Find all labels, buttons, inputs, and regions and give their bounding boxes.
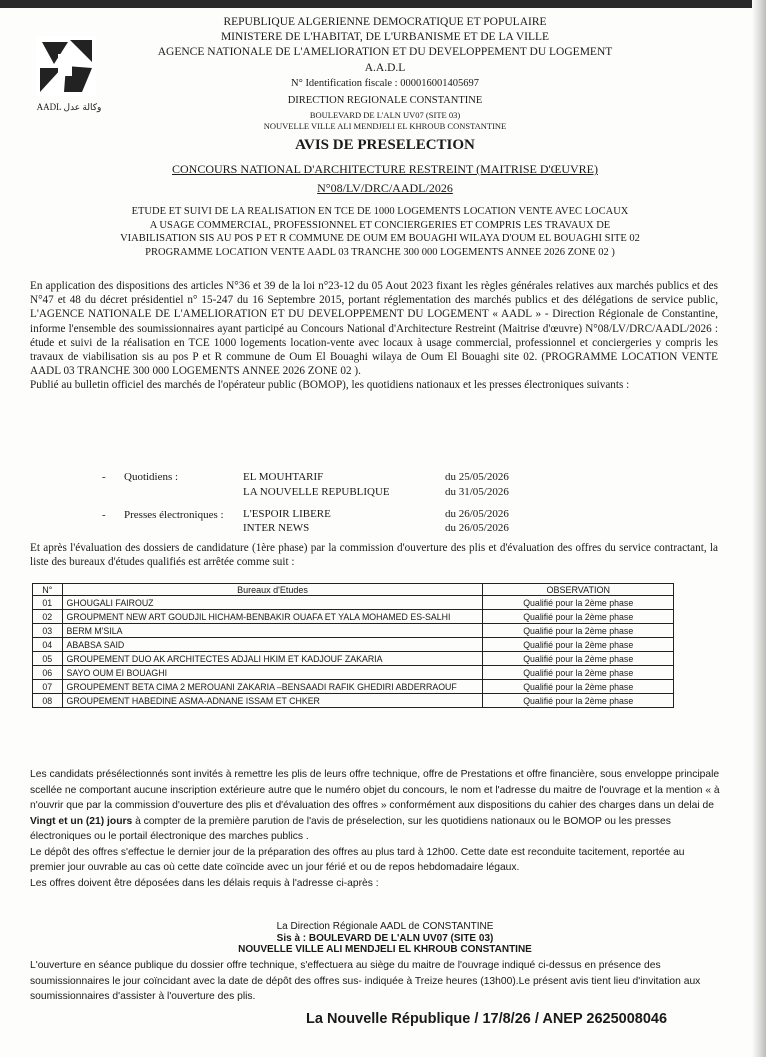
address-line: NOUVELLE VILLE ALI MENDJELI EL KHROUB CONSTANTINE — [238, 944, 532, 955]
evaluation-paragraph: Et après l'évaluation des dossiers de candidature (1ère phase) par la commission d'ouverture des plis et d'évaluation des offres du service contractant, la liste des bureaux d'études qualifiés est arrêtée comme suit : — [30, 542, 718, 569]
row-number: 06 — [33, 666, 63, 680]
table-row — [33, 624, 674, 638]
invitation-text-b: à compter de la première parution de l'avis de préselection, sur les quotidiens nationaux ou le BOMOP ou les presses électroniques ou le portail électronique des marches publics . — [30, 815, 671, 842]
table-row — [33, 596, 674, 610]
electro-label: Presses électroniques : — [124, 509, 224, 521]
press-bullet: - — [102, 509, 106, 521]
header-direction: DIRECTION REGIONALE CONSTANTINE — [287, 95, 483, 106]
col-header-observation: OBSERVATION — [483, 584, 674, 596]
col-header-number: N° — [33, 584, 63, 596]
row-observation: Qualifié pour la 2ème phase — [483, 652, 674, 666]
object-line: PROGRAMME LOCATION VENTE AADL 03 TRANCHE 300 000 LOGEMENTS ANNEE 2026 ZONE 02 ) — [145, 246, 615, 258]
row-bureau: BERM M'SILA — [62, 624, 483, 638]
header-republic: REPUBLIQUE ALGERIENNE DEMOCRATIQUE ET POPULAIRE — [223, 16, 547, 28]
press-name: INTER NEWS — [243, 522, 310, 534]
invitation-text-a: Les candidats présélectionnés sont invités à remettre les plis de leurs offre technique, offre de Prestations et offre financière, sous enveloppe principale scellée ne comportant aucune inscription extérieure autre que le numéro objet du concours, le nom et l'adresse du maitre de l'ouvrage et la mention « à n'ouvrir que par la commission d'ouverture des plis et d'évaluation des offres » conformément aux dispositions du cahier des charges dans un delai de — [30, 769, 720, 811]
invitation-paragraph — [30, 767, 720, 845]
table-row — [33, 680, 674, 694]
header-address-2: NOUVELLE VILLE ALI MENDJELI EL KHROUB CONSTANTINE — [263, 121, 507, 131]
instructions-block — [30, 767, 720, 891]
press-date: du 26/05/2026 — [445, 508, 509, 520]
table-row — [33, 638, 674, 652]
press-name: EL MOUHTARIF — [243, 471, 324, 483]
header-agency: AGENCE NATIONALE DE L'AMELIORATION ET DU DEVELOPPEMENT DU LOGEMENT — [157, 46, 613, 58]
table-row — [33, 610, 674, 624]
object-line: VIABILISATION SIS AU POS P ET R COMMUNE DE OUM EM BOUAGHI WILAYA D'OUM EL BOUAGHI SITE 02 — [120, 233, 640, 244]
row-observation: Qualifié pour la 2ème phase — [483, 610, 674, 624]
press-bullet: - — [102, 471, 106, 483]
publication-source: La Nouvelle République / 17/8/26 / ANEP 2625008046 — [306, 1011, 668, 1027]
table-header-row — [33, 584, 674, 596]
intro-text: En application des dispositions des articles N°36 et 39 de la loi n°23-12 du 05 Aout 2023 fixant les règles générales relatives aux marchés publics et des N°47 et 48 du décret présidentiel n° 15-247 du 16 Septembre 2015, portant réglementation des marchés publics et des délégations de service public, L'AGENCE NATIONALE DE L'AMELIORATION ET DU DEVELOPPEMENT DU LOGEMENT « AADL » - Direction Régionale de Constantine, informe l'ensemble des soumissionnaires ayant participé au Concours National d'Architecture Restreint (Maitrise d'œuvre) N°08/LV/DRC/AADL/2026 : étude et suivi de la réalisation en TCE 1000 logements location-vente avec locaux à usage commercial, professionnel et conciergeries y compris les travaux de viabilisation sis au pos P et R commune de Oum El Bouaghi wilaya de Oum El Bouaghi site 02. (PROGRAMME LOCATION VENTE AADL 03 TRANCHE 300 000 LOGEMENTS ANNEE 2026 ZONE 02 ). — [30, 280, 718, 378]
page-title: AVIS DE PRESELECTION — [295, 137, 475, 153]
header-ministry: MINISTERE DE L'HABITAT, DE L'URBANISME ET DE LA VILLE — [220, 31, 550, 43]
row-number: 02 — [33, 610, 63, 624]
table-row — [33, 694, 674, 708]
header-nif: N° Identification fiscale : 000016001405697 — [291, 78, 479, 89]
press-name: LA NOUVELLE REPUBLIQUE — [243, 486, 390, 498]
row-bureau: SAYO OUM EI BOUAGHI — [62, 666, 483, 680]
row-number: 05 — [33, 652, 63, 666]
table-row — [33, 666, 674, 680]
row-number: 07 — [33, 680, 63, 694]
row-number: 04 — [33, 638, 63, 652]
subtitle-reference: N°08/LV/DRC/AADL/2026 — [317, 181, 453, 195]
row-bureau: ABABSA SAID — [62, 638, 483, 652]
object-line: A USAGE COMMERCIAL, PROFESSIONNEL ET CONCIERGERIES ET COMPRIS LES TRAVAUX DE — [149, 219, 611, 231]
row-number: 03 — [33, 624, 63, 638]
row-observation: Qualifié pour la 2ème phase — [483, 638, 674, 652]
row-bureau: GROUPEMENT HABEDINE ASMA-ADNANE ISSAM ET CHKER — [62, 694, 483, 708]
row-observation: Qualifié pour la 2ème phase — [483, 694, 674, 708]
opening-paragraph: L'ouverture en séance publique du dossier offre technique, s'effectuera au siège du maitre de l'ouvrage indiqué ci-dessus en présence des soumissionnaires le jour coïncidant avec la date de dépôt des offres sus- indiquée à Treize heures (13h00).Le présent avis tient lieu d'invitation aux soumissionnaires d'assister à l'ouverture des plis. — [30, 960, 701, 1002]
deposit-paragraph: Le dépôt des offres s'effectue le dernier jour de la préparation des offres au plus tard à 12h00. Cette date est reconduite tacitement, reportée au premier jour ouvrable au cas où cette date coïncide avec un jour férié et ou de repos hebdomadaire légaux. — [30, 846, 685, 873]
row-observation: Qualifié pour la 2ème phase — [483, 666, 674, 680]
col-header-bureau: Bureaux d'Etudes — [62, 584, 483, 596]
row-observation: Qualifié pour la 2ème phase — [483, 624, 674, 638]
header-acronym: A.A.D.L — [364, 62, 406, 74]
address-line: La Direction Régionale AADL de CONSTANTINE — [276, 921, 494, 932]
object-block — [70, 205, 690, 259]
subtitle-concours: CONCOURS NATIONAL D'ARCHITECTURE RESTREINT (MAITRISE D'ŒUVRE) — [172, 162, 598, 176]
published-text: Publié au bulletin officiel des marchés de l'opérateur public (BOMOP), les quotidiens nationaux et les presses électroniques suivants : — [30, 379, 630, 392]
row-observation: Qualifié pour la 2ème phase — [483, 596, 674, 610]
press-date: du 25/05/2026 — [445, 471, 509, 483]
table-row — [33, 652, 674, 666]
row-number: 01 — [33, 596, 63, 610]
logo-caption: AADL وكالة عدل — [36, 102, 102, 112]
object-line: ETUDE ET SUIVI DE LA REALISATION EN TCE DE 1000 LOGEMENTS LOCATION VENTE AVEC LOCAUX — [131, 206, 629, 217]
scan-top-border — [0, 0, 766, 8]
deadline-days: Vingt et un (21) jours — [30, 815, 133, 827]
address-line: Sis à : BOULEVARD DE L'ALN UV07 (SITE 03) — [276, 932, 494, 944]
deposit-address — [100, 921, 670, 956]
header-address-1: BOULEVARD DE L'ALN UV07 (SITE 03) — [309, 110, 461, 120]
row-bureau: GROUPEMENT DUO AK ARCHITECTES ADJALI HKIM ET KADJOUF ZAKARIA — [62, 652, 483, 666]
qualified-table — [32, 583, 674, 708]
row-bureau: GHOUGALI FAIROUZ — [62, 596, 483, 610]
aadl-logo — [34, 34, 98, 98]
row-observation: Qualifié pour la 2ème phase — [483, 680, 674, 694]
scan-right-edge — [752, 0, 766, 1057]
row-number: 08 — [33, 694, 63, 708]
row-bureau: GROUPEMENT BETA CIMA 2 MEROUANI ZAKARIA –BENSAADI RAFIK GHEDIRI ABDERRAOUF — [62, 680, 483, 694]
press-name: L'ESPOIR LIBERE — [243, 508, 331, 520]
row-bureau: GROUPMENT NEW ART GOUDJIL HICHAM-BENBAKIR OUAFA ET YALA MOHAMED ES-SALHI — [62, 610, 483, 624]
intro-paragraph — [30, 279, 718, 393]
address-intro: Les offres doivent être déposées dans les délais requis à l'adresse ci-après : — [30, 877, 379, 889]
quotidiens-label: Quotidiens : — [124, 471, 179, 483]
press-date: du 31/05/2026 — [445, 486, 509, 498]
press-date: du 26/05/2026 — [445, 522, 509, 534]
